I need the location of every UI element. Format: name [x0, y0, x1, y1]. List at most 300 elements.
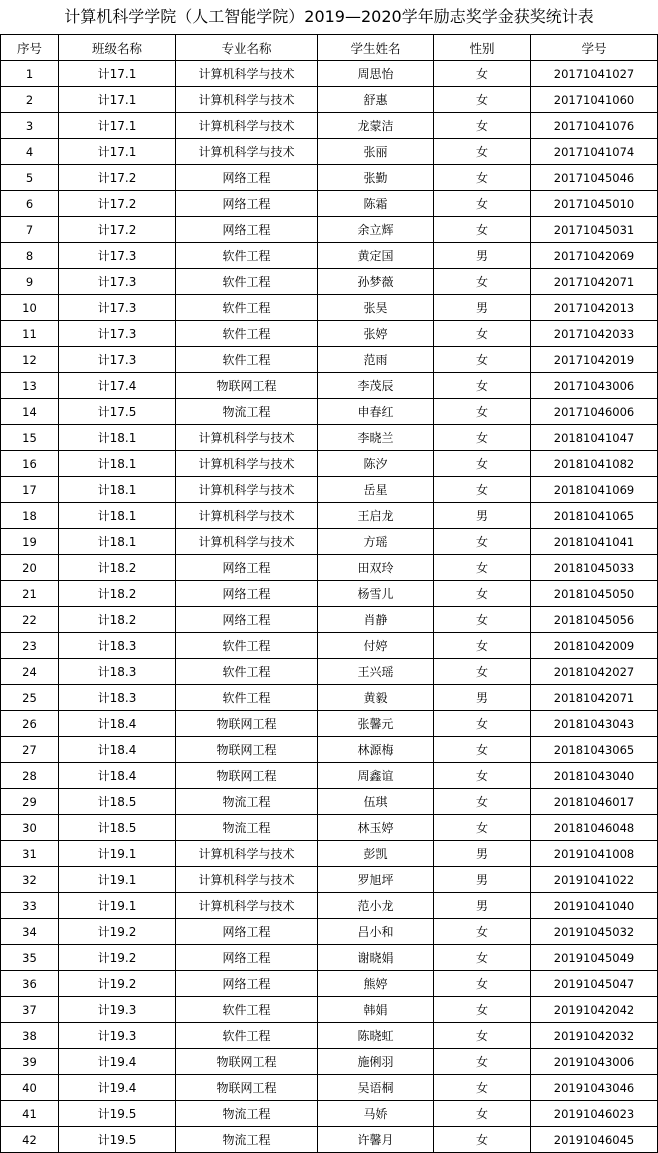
cell-gender: 女 [434, 113, 531, 139]
cell-index: 31 [1, 841, 59, 867]
cell-class: 计17.2 [59, 191, 176, 217]
cell-class: 计19.1 [59, 867, 176, 893]
cell-student-name: 王兴瑶 [318, 659, 434, 685]
cell-class: 计17.1 [59, 61, 176, 87]
cell-class: 计17.3 [59, 269, 176, 295]
cell-gender: 女 [434, 87, 531, 113]
header-gender: 性别 [434, 35, 531, 61]
cell-major: 网络工程 [176, 607, 318, 633]
cell-student-name: 韩娟 [318, 997, 434, 1023]
cell-major: 网络工程 [176, 217, 318, 243]
cell-major: 网络工程 [176, 581, 318, 607]
cell-major: 软件工程 [176, 347, 318, 373]
cell-student-id: 20181043043 [531, 711, 658, 737]
cell-student-id: 20191046023 [531, 1101, 658, 1127]
cell-index: 14 [1, 399, 59, 425]
table-row [1, 529, 658, 555]
cell-index: 35 [1, 945, 59, 971]
cell-gender: 女 [434, 191, 531, 217]
table-row [1, 165, 658, 191]
table-row [1, 503, 658, 529]
cell-gender: 女 [434, 61, 531, 87]
cell-index: 16 [1, 451, 59, 477]
cell-major: 计算机科学与技术 [176, 425, 318, 451]
cell-student-name: 范小龙 [318, 893, 434, 919]
cell-class: 计18.3 [59, 685, 176, 711]
table-row [1, 425, 658, 451]
cell-student-id: 20191043006 [531, 1049, 658, 1075]
cell-student-id: 20191045032 [531, 919, 658, 945]
cell-class: 计18.5 [59, 815, 176, 841]
cell-index: 25 [1, 685, 59, 711]
cell-class: 计17.3 [59, 243, 176, 269]
cell-major: 软件工程 [176, 321, 318, 347]
cell-index: 34 [1, 919, 59, 945]
cell-gender: 男 [434, 867, 531, 893]
cell-major: 物流工程 [176, 789, 318, 815]
cell-major: 软件工程 [176, 997, 318, 1023]
cell-gender: 女 [434, 139, 531, 165]
cell-student-id: 20171042071 [531, 269, 658, 295]
table-row [1, 737, 658, 763]
cell-class: 计18.4 [59, 711, 176, 737]
cell-class: 计17.4 [59, 373, 176, 399]
table-row [1, 243, 658, 269]
cell-index: 11 [1, 321, 59, 347]
cell-major: 计算机科学与技术 [176, 139, 318, 165]
cell-student-name: 罗旭坪 [318, 867, 434, 893]
cell-class: 计19.2 [59, 919, 176, 945]
cell-student-id: 20181042027 [531, 659, 658, 685]
cell-student-id: 20191041022 [531, 867, 658, 893]
cell-class: 计18.2 [59, 607, 176, 633]
cell-class: 计18.1 [59, 451, 176, 477]
cell-gender: 女 [434, 451, 531, 477]
table-row [1, 659, 658, 685]
cell-major: 物联网工程 [176, 737, 318, 763]
cell-major: 软件工程 [176, 269, 318, 295]
table-row [1, 633, 658, 659]
cell-index: 20 [1, 555, 59, 581]
cell-class: 计19.5 [59, 1101, 176, 1127]
cell-index: 40 [1, 1075, 59, 1101]
cell-class: 计18.2 [59, 581, 176, 607]
cell-gender: 女 [434, 815, 531, 841]
cell-major: 计算机科学与技术 [176, 867, 318, 893]
cell-student-name: 岳星 [318, 477, 434, 503]
cell-gender: 女 [434, 269, 531, 295]
cell-student-id: 20171045046 [531, 165, 658, 191]
cell-major: 物流工程 [176, 815, 318, 841]
table-row [1, 555, 658, 581]
cell-major: 计算机科学与技术 [176, 841, 318, 867]
cell-major: 计算机科学与技术 [176, 477, 318, 503]
cell-major: 计算机科学与技术 [176, 113, 318, 139]
cell-gender: 女 [434, 477, 531, 503]
cell-class: 计18.1 [59, 425, 176, 451]
cell-class: 计19.1 [59, 893, 176, 919]
cell-student-name: 谢晓娟 [318, 945, 434, 971]
cell-index: 2 [1, 87, 59, 113]
cell-student-name: 余立辉 [318, 217, 434, 243]
cell-gender: 女 [434, 347, 531, 373]
cell-index: 10 [1, 295, 59, 321]
cell-major: 计算机科学与技术 [176, 451, 318, 477]
cell-gender: 男 [434, 893, 531, 919]
cell-class: 计18.3 [59, 659, 176, 685]
cell-gender: 男 [434, 685, 531, 711]
cell-student-id: 20181045033 [531, 555, 658, 581]
cell-student-name: 吴语桐 [318, 1075, 434, 1101]
table-row [1, 581, 658, 607]
cell-index: 26 [1, 711, 59, 737]
cell-student-name: 付婷 [318, 633, 434, 659]
cell-student-name: 陈晓虹 [318, 1023, 434, 1049]
cell-student-name: 林源梅 [318, 737, 434, 763]
cell-gender: 女 [434, 217, 531, 243]
cell-student-id: 20171042013 [531, 295, 658, 321]
cell-gender: 男 [434, 243, 531, 269]
cell-gender: 女 [434, 1101, 531, 1127]
cell-student-id: 20181041047 [531, 425, 658, 451]
table-row [1, 477, 658, 503]
cell-major: 计算机科学与技术 [176, 503, 318, 529]
cell-student-id: 20181041041 [531, 529, 658, 555]
cell-student-name: 田双玲 [318, 555, 434, 581]
cell-student-name: 李茂辰 [318, 373, 434, 399]
cell-student-name: 张婷 [318, 321, 434, 347]
cell-student-name: 周思怡 [318, 61, 434, 87]
table-row [1, 997, 658, 1023]
cell-index: 7 [1, 217, 59, 243]
table-row [1, 893, 658, 919]
cell-class: 计18.1 [59, 477, 176, 503]
cell-gender: 女 [434, 581, 531, 607]
cell-gender: 女 [434, 997, 531, 1023]
cell-major: 网络工程 [176, 191, 318, 217]
cell-class: 计19.2 [59, 945, 176, 971]
cell-student-name: 周鑫谊 [318, 763, 434, 789]
cell-student-id: 20191041040 [531, 893, 658, 919]
cell-index: 38 [1, 1023, 59, 1049]
cell-class: 计18.5 [59, 789, 176, 815]
cell-index: 28 [1, 763, 59, 789]
cell-student-name: 陈霜 [318, 191, 434, 217]
cell-gender: 女 [434, 971, 531, 997]
cell-index: 36 [1, 971, 59, 997]
cell-class: 计19.3 [59, 1023, 176, 1049]
table-row [1, 789, 658, 815]
table-row [1, 607, 658, 633]
cell-class: 计17.1 [59, 113, 176, 139]
cell-index: 5 [1, 165, 59, 191]
table-row [1, 295, 658, 321]
table-row [1, 1075, 658, 1101]
cell-major: 物联网工程 [176, 1075, 318, 1101]
cell-gender: 女 [434, 555, 531, 581]
cell-student-name: 方瑶 [318, 529, 434, 555]
cell-gender: 女 [434, 633, 531, 659]
cell-student-id: 20191041008 [531, 841, 658, 867]
cell-index: 17 [1, 477, 59, 503]
cell-index: 6 [1, 191, 59, 217]
table-row [1, 1023, 658, 1049]
cell-major: 物流工程 [176, 399, 318, 425]
table-row [1, 763, 658, 789]
cell-class: 计19.5 [59, 1127, 176, 1153]
cell-index: 27 [1, 737, 59, 763]
table-row [1, 945, 658, 971]
table-row [1, 269, 658, 295]
cell-index: 21 [1, 581, 59, 607]
cell-index: 15 [1, 425, 59, 451]
cell-major: 物联网工程 [176, 763, 318, 789]
table-row [1, 321, 658, 347]
cell-student-id: 20171043006 [531, 373, 658, 399]
cell-index: 37 [1, 997, 59, 1023]
cell-index: 19 [1, 529, 59, 555]
cell-gender: 男 [434, 841, 531, 867]
cell-class: 计18.1 [59, 503, 176, 529]
cell-student-id: 20181046048 [531, 815, 658, 841]
scholarship-table [0, 34, 658, 1153]
cell-major: 网络工程 [176, 971, 318, 997]
table-row [1, 1127, 658, 1153]
cell-student-name: 陈汐 [318, 451, 434, 477]
cell-gender: 女 [434, 425, 531, 451]
cell-student-id: 20181041082 [531, 451, 658, 477]
cell-major: 软件工程 [176, 685, 318, 711]
cell-class: 计19.3 [59, 997, 176, 1023]
header-student-id: 学号 [531, 35, 658, 61]
cell-student-id: 20191045049 [531, 945, 658, 971]
cell-student-id: 20171046006 [531, 399, 658, 425]
cell-index: 23 [1, 633, 59, 659]
table-row [1, 113, 658, 139]
cell-index: 13 [1, 373, 59, 399]
header-index: 序号 [1, 35, 59, 61]
cell-index: 9 [1, 269, 59, 295]
cell-student-id: 20171045010 [531, 191, 658, 217]
cell-major: 软件工程 [176, 659, 318, 685]
cell-index: 32 [1, 867, 59, 893]
cell-student-name: 黄定国 [318, 243, 434, 269]
cell-gender: 男 [434, 295, 531, 321]
cell-index: 29 [1, 789, 59, 815]
cell-major: 软件工程 [176, 295, 318, 321]
cell-class: 计18.4 [59, 763, 176, 789]
cell-index: 12 [1, 347, 59, 373]
cell-student-name: 张馨元 [318, 711, 434, 737]
cell-gender: 女 [434, 659, 531, 685]
cell-gender: 女 [434, 373, 531, 399]
table-header-row [1, 35, 658, 61]
cell-student-name: 许馨月 [318, 1127, 434, 1153]
cell-student-name: 马娇 [318, 1101, 434, 1127]
cell-student-name: 张昊 [318, 295, 434, 321]
table-row [1, 971, 658, 997]
cell-gender: 女 [434, 399, 531, 425]
cell-class: 计17.3 [59, 347, 176, 373]
cell-student-id: 20191043046 [531, 1075, 658, 1101]
cell-gender: 女 [434, 789, 531, 815]
cell-major: 网络工程 [176, 555, 318, 581]
cell-student-id: 20181041069 [531, 477, 658, 503]
cell-student-name: 龙蒙洁 [318, 113, 434, 139]
cell-index: 42 [1, 1127, 59, 1153]
cell-major: 网络工程 [176, 165, 318, 191]
cell-student-name: 杨雪儿 [318, 581, 434, 607]
cell-student-id: 20171041027 [531, 61, 658, 87]
cell-student-name: 孙梦薇 [318, 269, 434, 295]
table-row [1, 685, 658, 711]
cell-major: 物联网工程 [176, 1049, 318, 1075]
cell-index: 22 [1, 607, 59, 633]
cell-gender: 女 [434, 1049, 531, 1075]
cell-class: 计17.3 [59, 321, 176, 347]
cell-student-id: 20171041074 [531, 139, 658, 165]
table-row [1, 217, 658, 243]
cell-student-id: 20181042071 [531, 685, 658, 711]
cell-gender: 女 [434, 919, 531, 945]
cell-student-id: 20181043065 [531, 737, 658, 763]
cell-class: 计18.3 [59, 633, 176, 659]
cell-class: 计19.4 [59, 1075, 176, 1101]
cell-major: 软件工程 [176, 1023, 318, 1049]
table-row [1, 1049, 658, 1075]
table-row [1, 399, 658, 425]
cell-student-id: 20181043040 [531, 763, 658, 789]
cell-index: 1 [1, 61, 59, 87]
cell-class: 计19.1 [59, 841, 176, 867]
cell-class: 计17.3 [59, 295, 176, 321]
cell-index: 24 [1, 659, 59, 685]
table-body [1, 61, 658, 1153]
table-row [1, 451, 658, 477]
cell-major: 计算机科学与技术 [176, 61, 318, 87]
cell-student-id: 20181041065 [531, 503, 658, 529]
cell-major: 计算机科学与技术 [176, 87, 318, 113]
cell-gender: 女 [434, 711, 531, 737]
cell-major: 网络工程 [176, 945, 318, 971]
cell-class: 计18.2 [59, 555, 176, 581]
cell-gender: 女 [434, 1023, 531, 1049]
cell-student-name: 伍琪 [318, 789, 434, 815]
table-row [1, 191, 658, 217]
cell-gender: 女 [434, 529, 531, 555]
cell-major: 网络工程 [176, 919, 318, 945]
table-row [1, 373, 658, 399]
header-student-name: 学生姓名 [318, 35, 434, 61]
cell-student-name: 申春红 [318, 399, 434, 425]
cell-class: 计17.2 [59, 217, 176, 243]
cell-gender: 女 [434, 1075, 531, 1101]
cell-gender: 女 [434, 737, 531, 763]
cell-student-id: 20171042069 [531, 243, 658, 269]
cell-student-name: 吕小和 [318, 919, 434, 945]
cell-student-name: 熊婷 [318, 971, 434, 997]
cell-class: 计19.4 [59, 1049, 176, 1075]
cell-gender: 女 [434, 165, 531, 191]
cell-class: 计19.2 [59, 971, 176, 997]
cell-class: 计18.1 [59, 529, 176, 555]
cell-student-name: 范雨 [318, 347, 434, 373]
cell-gender: 女 [434, 945, 531, 971]
cell-class: 计18.4 [59, 737, 176, 763]
cell-student-id: 20181046017 [531, 789, 658, 815]
cell-index: 39 [1, 1049, 59, 1075]
cell-major: 计算机科学与技术 [176, 529, 318, 555]
cell-student-id: 20171042033 [531, 321, 658, 347]
cell-student-name: 舒惠 [318, 87, 434, 113]
cell-student-id: 20191046045 [531, 1127, 658, 1153]
table-row [1, 347, 658, 373]
cell-gender: 男 [434, 503, 531, 529]
cell-major: 物流工程 [176, 1127, 318, 1153]
table-row [1, 919, 658, 945]
cell-major: 物流工程 [176, 1101, 318, 1127]
cell-student-id: 20171042019 [531, 347, 658, 373]
cell-index: 4 [1, 139, 59, 165]
cell-major: 物联网工程 [176, 373, 318, 399]
cell-student-name: 肖静 [318, 607, 434, 633]
cell-student-name: 彭凯 [318, 841, 434, 867]
cell-student-name: 李晓兰 [318, 425, 434, 451]
header-class: 班级名称 [59, 35, 176, 61]
cell-student-name: 王启龙 [318, 503, 434, 529]
cell-student-id: 20191045047 [531, 971, 658, 997]
cell-student-id: 20171041060 [531, 87, 658, 113]
cell-student-id: 20191042042 [531, 997, 658, 1023]
cell-major: 物联网工程 [176, 711, 318, 737]
cell-major: 计算机科学与技术 [176, 893, 318, 919]
cell-class: 计17.2 [59, 165, 176, 191]
cell-gender: 女 [434, 1127, 531, 1153]
table-row [1, 87, 658, 113]
cell-student-id: 20171041076 [531, 113, 658, 139]
cell-major: 软件工程 [176, 633, 318, 659]
cell-student-name: 施俐羽 [318, 1049, 434, 1075]
cell-class: 计17.1 [59, 139, 176, 165]
cell-student-name: 林玉婷 [318, 815, 434, 841]
cell-index: 3 [1, 113, 59, 139]
cell-student-name: 张丽 [318, 139, 434, 165]
cell-gender: 女 [434, 763, 531, 789]
cell-gender: 女 [434, 607, 531, 633]
cell-index: 8 [1, 243, 59, 269]
table-row [1, 1101, 658, 1127]
cell-student-name: 黄毅 [318, 685, 434, 711]
table-row [1, 841, 658, 867]
table-row [1, 711, 658, 737]
cell-student-id: 20181045056 [531, 607, 658, 633]
cell-class: 计17.1 [59, 87, 176, 113]
cell-index: 30 [1, 815, 59, 841]
cell-student-id: 20181045050 [531, 581, 658, 607]
header-major: 专业名称 [176, 35, 318, 61]
cell-index: 33 [1, 893, 59, 919]
cell-student-id: 20171045031 [531, 217, 658, 243]
page-title: 计算机科学学院（人工智能学院）2019—2020学年励志奖学金获奖统计表 [64, 7, 594, 26]
cell-student-name: 张勤 [318, 165, 434, 191]
cell-student-id: 20191042032 [531, 1023, 658, 1049]
table-row [1, 61, 658, 87]
cell-index: 18 [1, 503, 59, 529]
cell-class: 计17.5 [59, 399, 176, 425]
cell-major: 软件工程 [176, 243, 318, 269]
table-row [1, 867, 658, 893]
table-row [1, 815, 658, 841]
